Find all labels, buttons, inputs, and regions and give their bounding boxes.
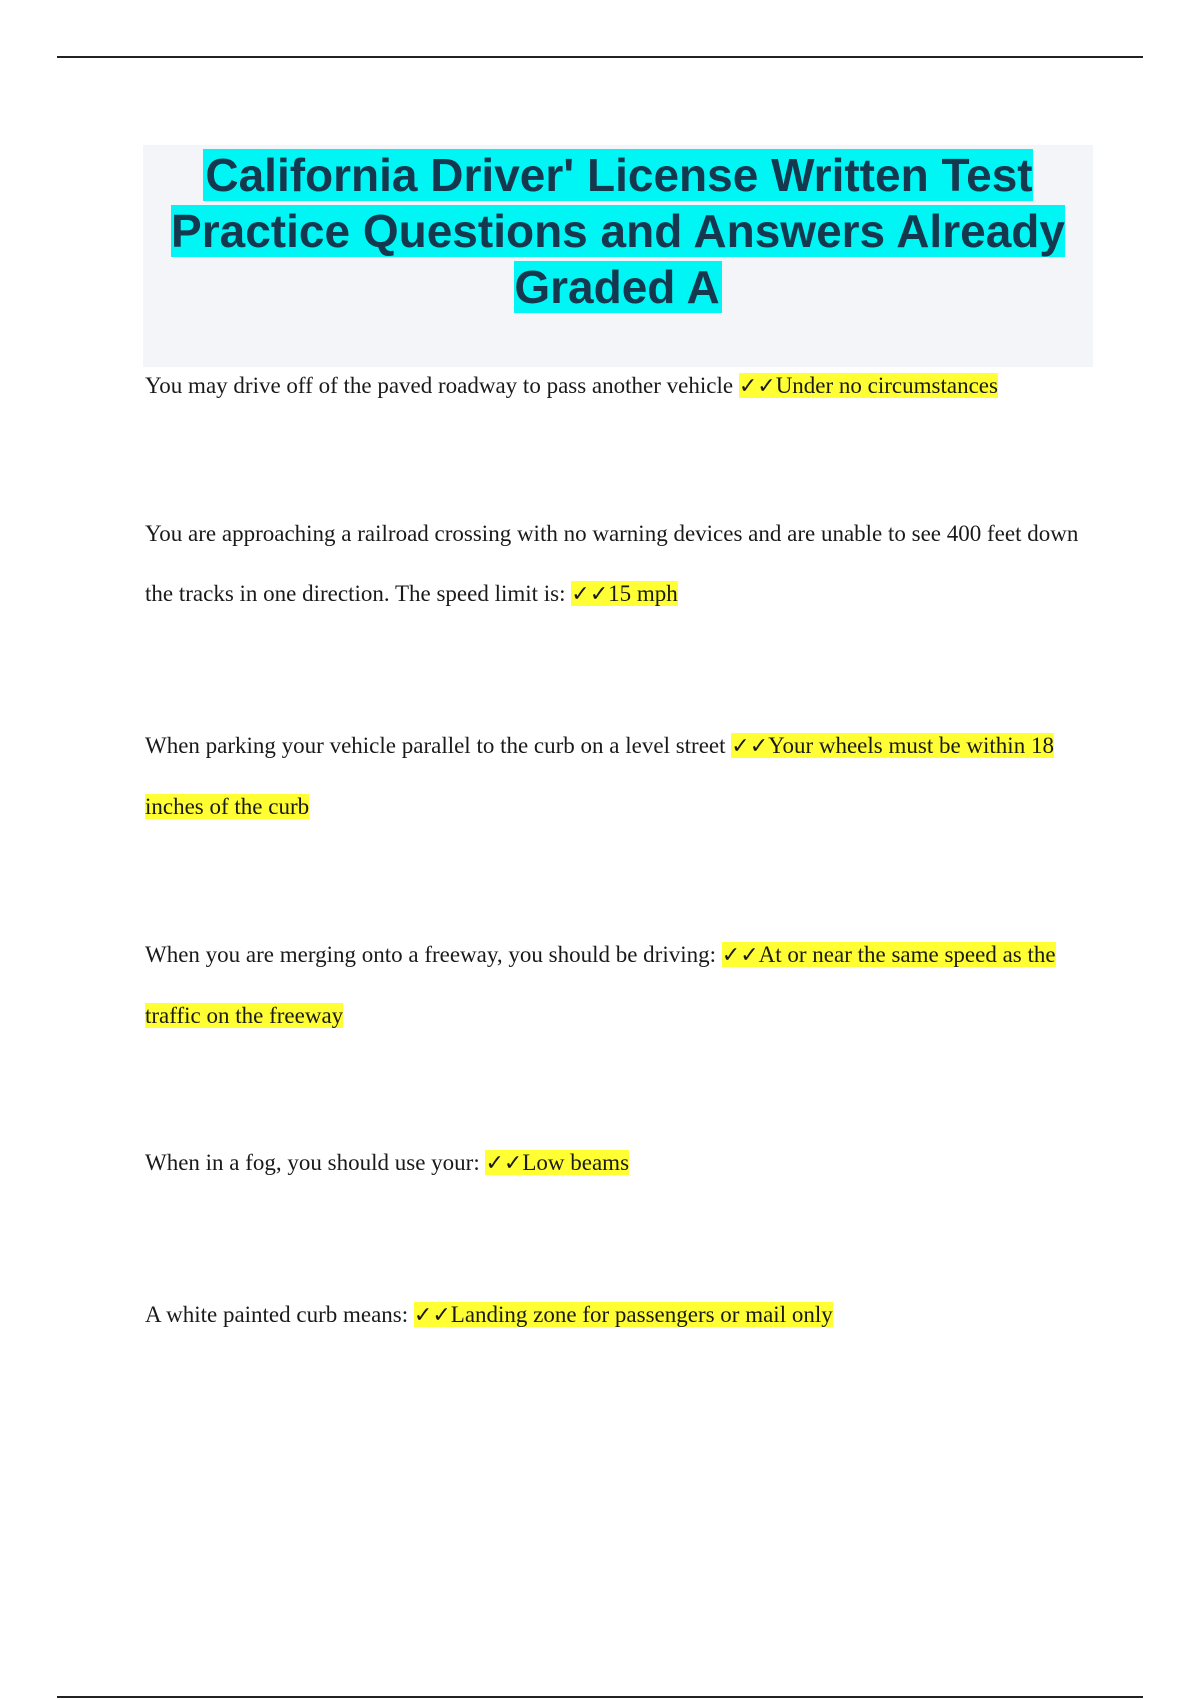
- qa-item-4: [145, 925, 1085, 1046]
- qa-item-6: [145, 1285, 1085, 1346]
- question-text: When in a fog, you should use your:: [145, 1150, 486, 1175]
- question-text: You may drive off of the paved roadway to pass another vehicle: [145, 373, 739, 398]
- check-mark-icon: ✓✓: [738, 374, 776, 399]
- question-text: A white painted curb means:: [145, 1302, 414, 1327]
- answer-highlight: [739, 373, 998, 398]
- question-text: When you are merging onto a freeway, you should be driving:: [145, 942, 722, 967]
- qa-item-5: [145, 1133, 1085, 1194]
- check-mark-icon: ✓✓: [413, 1303, 451, 1328]
- answer-highlight: [485, 1150, 629, 1175]
- answer-highlight: [414, 1302, 833, 1327]
- check-mark-icon: ✓✓: [485, 1151, 523, 1176]
- answer-text: At or near the same speed as the traffic on the freeway: [145, 942, 1056, 1028]
- qa-item-3: [145, 716, 1085, 837]
- document-title: [143, 145, 1093, 315]
- title-block: [143, 145, 1093, 367]
- answer-text: Landing zone for passengers or mail only: [450, 1302, 833, 1327]
- check-mark-icon: ✓✓: [571, 582, 609, 607]
- answer-text: 15 mph: [608, 581, 678, 606]
- qa-item-2: [145, 504, 1085, 625]
- bottom-rule: [57, 1696, 1143, 1698]
- answer-text: Your wheels must be within 18 inches of the curb: [145, 733, 1054, 819]
- title-highlight: California Driver' License Written Test Practice Questions and Answers Already Graded A: [171, 149, 1065, 313]
- check-mark-icon: ✓✓: [731, 734, 769, 759]
- answer-text: Low beams: [522, 1150, 630, 1175]
- check-mark-icon: ✓✓: [721, 943, 759, 968]
- qa-item-1: [145, 356, 1085, 417]
- question-text: When parking your vehicle parallel to the curb on a level street: [145, 733, 732, 758]
- top-rule: [57, 56, 1143, 58]
- answer-highlight: [571, 581, 678, 606]
- answer-text: Under no circumstances: [775, 373, 998, 398]
- question-text: You are approaching a railroad crossing with no warning devices and are unable to see 400 feet down the tracks in one direction. The speed limit is:: [145, 521, 1079, 606]
